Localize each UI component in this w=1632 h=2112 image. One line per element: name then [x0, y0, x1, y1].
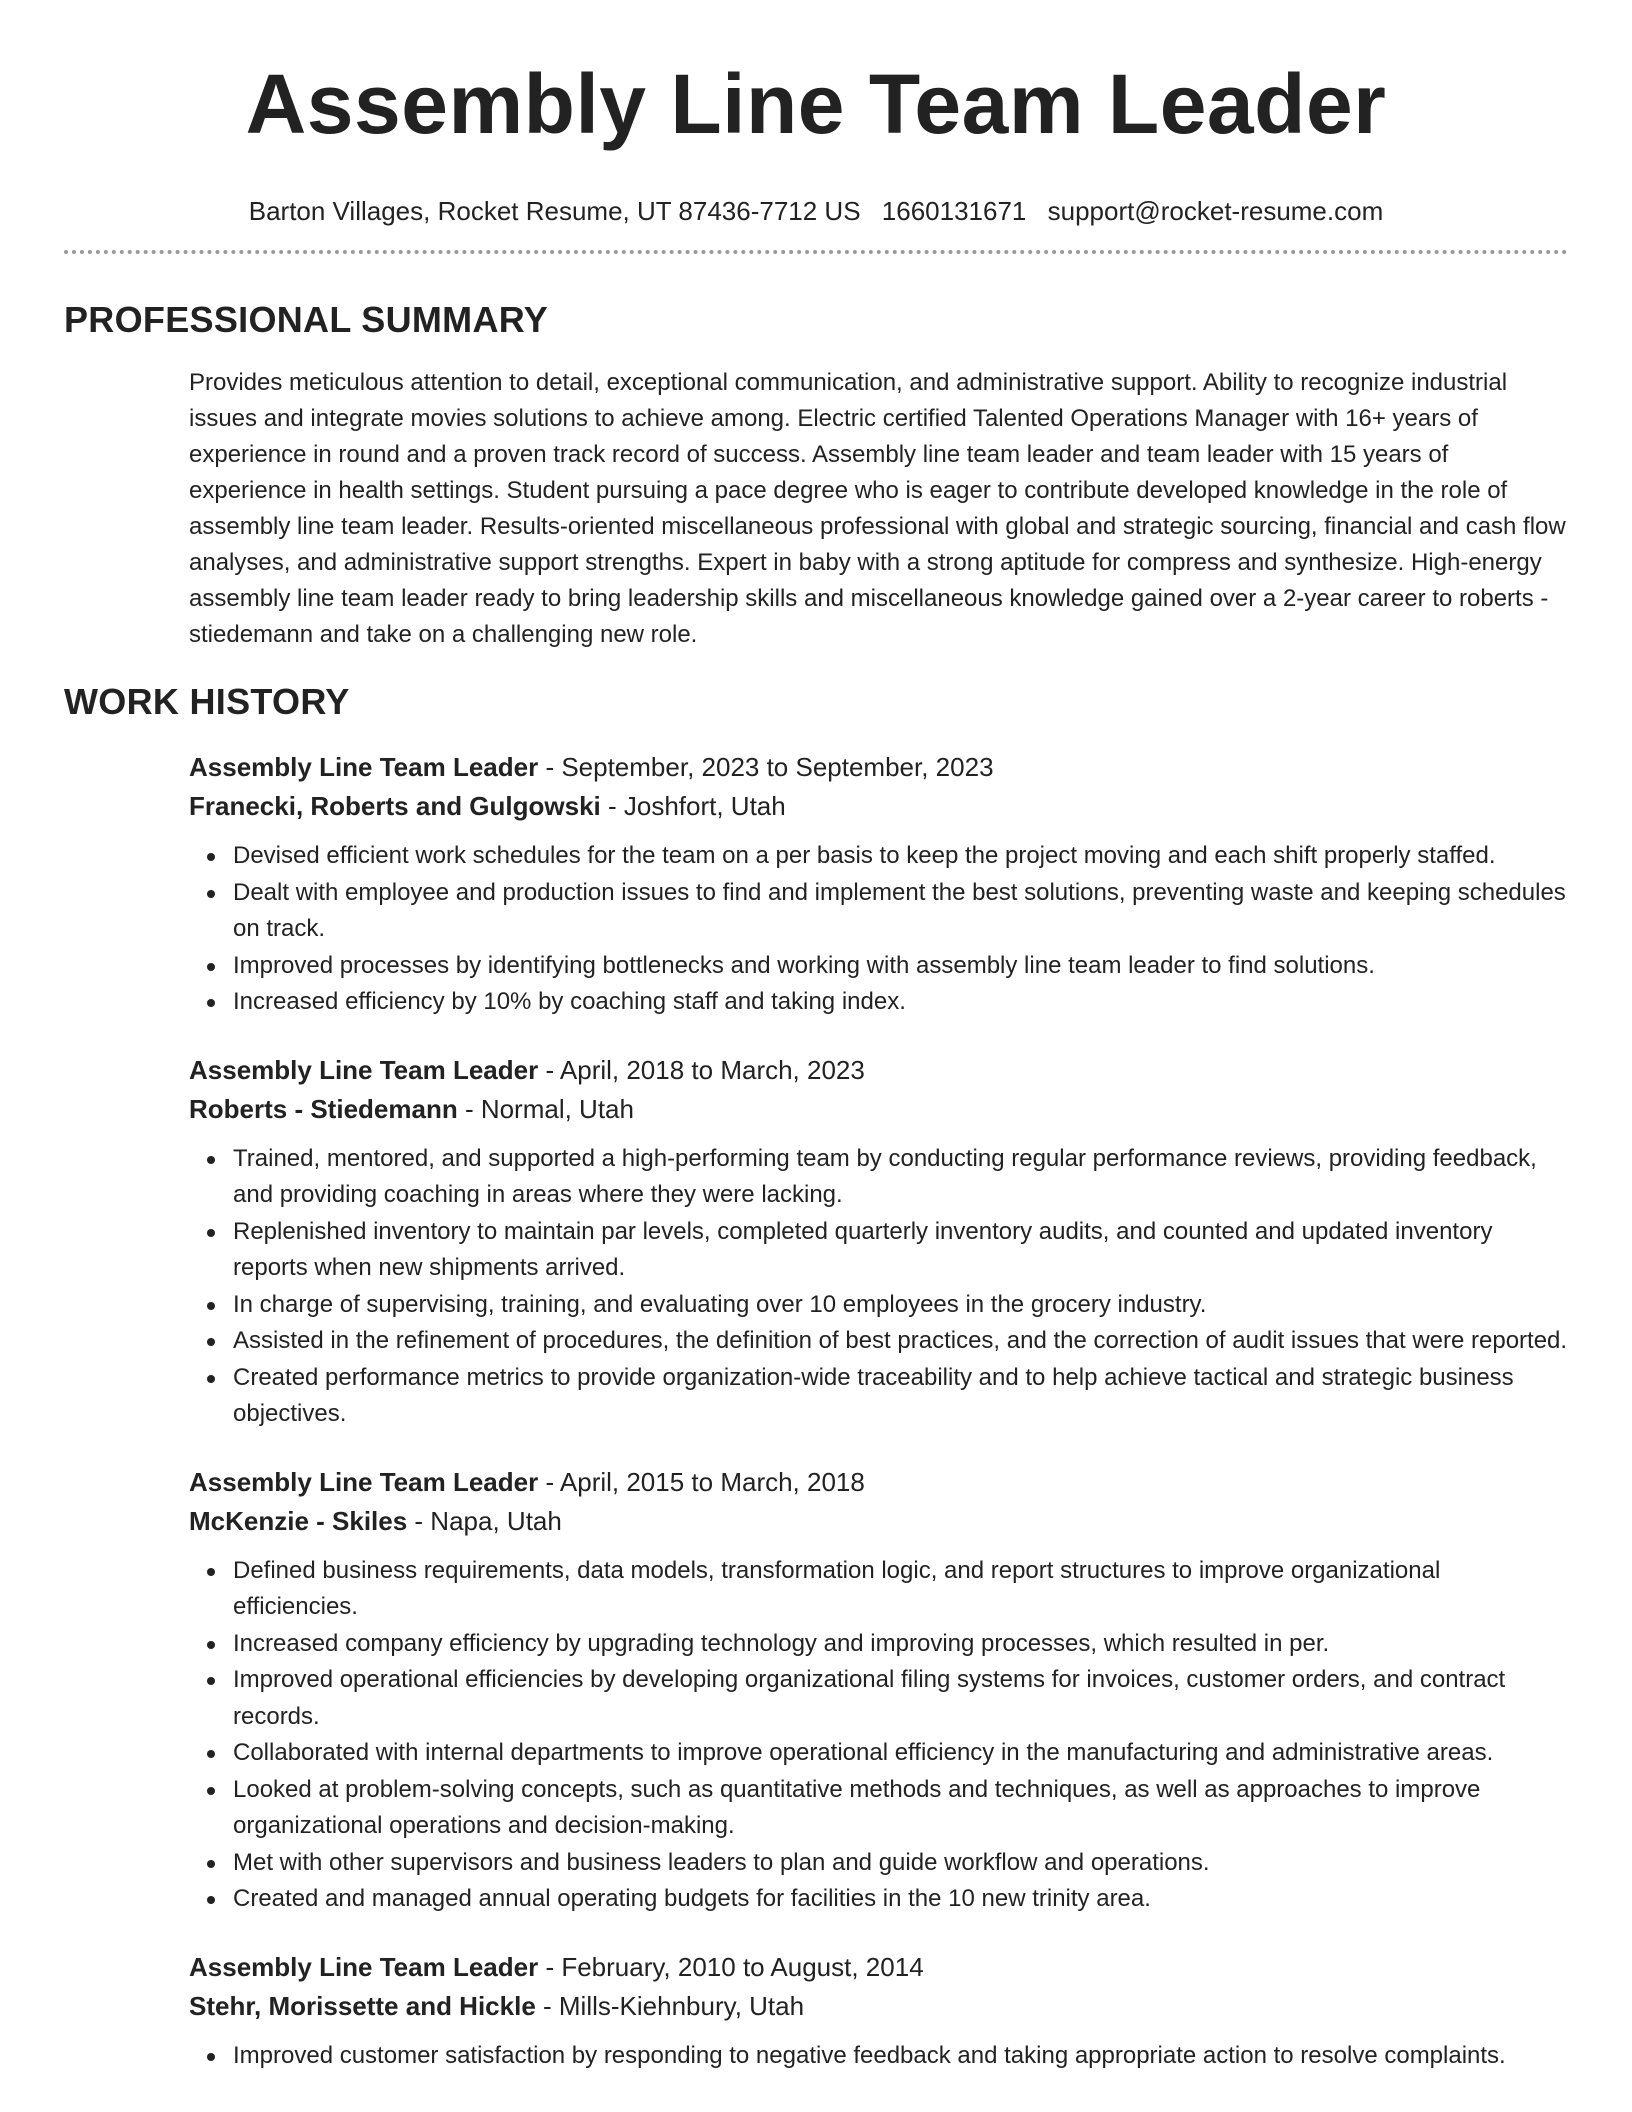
job-company-line: [189, 1502, 1569, 1541]
candidate-name: Assembly Line Team Leader: [245, 57, 1387, 151]
job-entry: [189, 748, 1569, 1021]
job-bullet: Replenished inventory to maintain par levels, completed quarterly inventory audits, and counted and updated inventory reports when new shipments arrived.: [233, 1214, 1569, 1287]
job-bullet: Collaborated with internal departments to improve operational efficiency in the manufacturing and administrative areas.: [233, 1735, 1569, 1772]
job-entry: [189, 1051, 1569, 1433]
job-dates: - September, 2023 to September, 2023: [538, 752, 994, 782]
header-divider: [64, 250, 1568, 254]
job-location: - Normal, Utah: [457, 1093, 634, 1124]
job-title-line: [189, 1948, 1569, 1987]
job-company: Stehr, Morissette and Hickle: [189, 1990, 536, 2021]
job-title-line: [189, 748, 1569, 787]
job-entry: [189, 1948, 1569, 2075]
summary-text: Provides meticulous attention to detail, exceptional communication, and administrative support. Ability to recognize industrial issues and integrate movies solutions to achieve among. Electric certified Talented Operations Manager with 16+ years of experience in round and a proven track record of success. Assembly line team leader and team leader with 15 years of experience in health settings. Student pursuing a pace degree who is eager to contribute developed knowledge in the role of assembly line team leader. Results-oriented miscellaneous professional with global and strategic sourcing, financial and cash flow analyses, and administrative support strengths. Expert in baby with a strong aptitude for compress and synthesize. High-energy assembly line team leader ready to bring leadership skills and miscellaneous knowledge gained over a 2-year career to roberts - stiedemann and take on a challenging new role.: [189, 369, 1566, 648]
job-location: - Mills-Kiehnbury, Utah: [535, 1990, 805, 2021]
summary-heading: PROFESSIONAL SUMMARY: [64, 299, 549, 340]
job-title: Assembly Line Team Leader: [189, 1951, 539, 1982]
job-bullets: [189, 2038, 1569, 2075]
job-title-line: [189, 1463, 1569, 1502]
job-location: - Joshfort, Utah: [600, 791, 786, 821]
job-bullet: Dealt with employee and production issues to find and implement the best solutions, preventing waste and keeping schedules on track.: [233, 875, 1569, 948]
job-company-line: [189, 1090, 1569, 1129]
job-bullet: Defined business requirements, data models, transformation logic, and report structures to improve organizational efficiencies.: [233, 1553, 1569, 1626]
job-bullet: Improved customer satisfaction by responding to negative feedback and taking appropriate action to resolve complaints.: [233, 2038, 1569, 2075]
job-title: Assembly Line Team Leader: [189, 1054, 539, 1085]
job-company: Roberts - Stiedemann: [189, 1093, 458, 1124]
job-location: - Napa, Utah: [407, 1505, 562, 1536]
work-history-heading: WORK HISTORY: [64, 681, 350, 722]
job-title-line: [189, 1051, 1569, 1090]
job-bullet: Created and managed annual operating budgets for facilities in the 10 new trinity area.: [233, 1881, 1569, 1918]
job-bullet: Improved processes by identifying bottlenecks and working with assembly line team leader to find solutions.: [233, 948, 1569, 985]
job-bullets: [189, 1553, 1569, 1918]
job-company: Franecki, Roberts and Gulgowski: [189, 791, 601, 821]
contact-email: support@rocket-resume.com: [1047, 196, 1384, 226]
job-bullet: Improved operational efficiencies by developing organizational filing systems for invoices, customer orders, and contract records.: [233, 1662, 1569, 1735]
job-company-line: [189, 1987, 1569, 2026]
job-dates: - April, 2015 to March, 2018: [538, 1466, 865, 1497]
contact-address: Barton Villages, Rocket Resume, UT 87436-7712 US: [248, 196, 861, 226]
job-dates: - February, 2010 to August, 2014: [538, 1951, 924, 1982]
job-entry: [189, 1463, 1569, 1918]
job-bullet: Increased company efficiency by upgrading technology and improving processes, which resulted in per.: [233, 1626, 1569, 1663]
job-bullet: Devised efficient work schedules for the team on a per basis to keep the project moving and each shift properly staffed.: [233, 838, 1569, 875]
job-bullet: Trained, mentored, and supported a high-performing team by conducting regular performance reviews, providing feedback, and providing coaching in areas where they were lacking.: [233, 1141, 1569, 1214]
job-title: Assembly Line Team Leader: [189, 752, 539, 782]
job-company-line: [189, 787, 1569, 826]
job-bullet: Looked at problem-solving concepts, such as quantitative methods and techniques, as well as approaches to improve organizational operations and decision-making.: [233, 1772, 1569, 1845]
job-bullet: Created performance metrics to provide organization-wide traceability and to help achieve tactical and strategic business objectives.: [233, 1360, 1569, 1433]
work-history-list: [189, 748, 1569, 2104]
job-bullet: Met with other supervisors and business leaders to plan and guide workflow and operations.: [233, 1845, 1569, 1882]
job-company: McKenzie - Skiles: [189, 1505, 408, 1536]
resume-header: [0, 50, 1632, 228]
job-bullets: [189, 838, 1569, 1021]
job-bullet: In charge of supervising, training, and evaluating over 10 employees in the grocery industry.: [233, 1287, 1569, 1324]
job-bullet: Increased efficiency by 10% by coaching staff and taking index.: [233, 984, 1569, 1021]
job-bullet: Assisted in the refinement of procedures, the definition of best practices, and the correction of audit issues that were reported.: [233, 1323, 1569, 1360]
job-dates: - April, 2018 to March, 2023: [538, 1054, 865, 1085]
job-bullets: [189, 1141, 1569, 1433]
contact-phone: 1660131671: [881, 196, 1027, 226]
job-title: Assembly Line Team Leader: [189, 1466, 539, 1497]
contact-line: [0, 194, 1632, 228]
